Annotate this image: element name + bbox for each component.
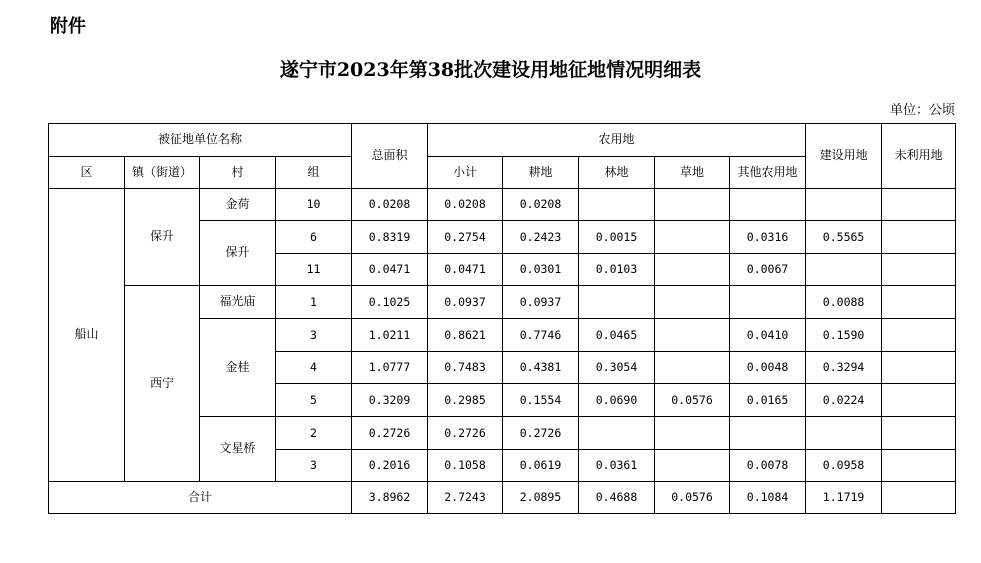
unused-cell (882, 482, 956, 514)
grass-cell (655, 450, 730, 482)
total-label: 合计 (49, 482, 352, 514)
cultivated-cell: 0.4381 (503, 352, 579, 384)
other-agri-cell: 0.0410 (730, 319, 806, 352)
forest-cell: 0.4688 (579, 482, 655, 514)
construction-cell: 0.1590 (806, 319, 882, 352)
other-agri-cell: 0.0048 (730, 352, 806, 384)
unused-cell (882, 189, 956, 221)
construction-cell: 0.0958 (806, 450, 882, 482)
village-cell: 金荷 (200, 189, 276, 221)
cultivated-cell: 2.0895 (503, 482, 579, 514)
grass-cell (655, 189, 730, 221)
grass-cell: 0.0576 (655, 384, 730, 417)
other-agri-cell: 0.0165 (730, 384, 806, 417)
group-cell: 3 (276, 319, 352, 352)
header-agri-land: 农用地 (428, 124, 806, 157)
town-cell: 西宁 (125, 286, 200, 482)
total-cell: 3.8962 (352, 482, 428, 514)
unit-label: 单位：公顷 (889, 103, 955, 118)
cultivated-cell: 0.0619 (503, 450, 579, 482)
header-unit-name: 被征地单位名称 (49, 124, 352, 157)
village-cell: 文星桥 (200, 417, 276, 482)
subtotal-cell: 0.2726 (428, 417, 503, 450)
forest-cell: 0.0465 (579, 319, 655, 352)
cultivated-cell: 0.2423 (503, 221, 579, 254)
cultivated-cell: 0.2726 (503, 417, 579, 450)
total-cell: 0.3209 (352, 384, 428, 417)
table-row (49, 189, 956, 221)
other-agri-cell: 0.1084 (730, 482, 806, 514)
header-total-area: 总面积 (352, 124, 428, 189)
total-cell: 0.1025 (352, 286, 428, 319)
construction-cell: 1.1719 (806, 482, 882, 514)
total-cell: 0.2016 (352, 450, 428, 482)
subtotal-cell: 0.2985 (428, 384, 503, 417)
construction-cell: 0.0224 (806, 384, 882, 417)
grass-cell (655, 352, 730, 384)
unused-cell (882, 254, 956, 286)
forest-cell: 0.0015 (579, 221, 655, 254)
header-town: 镇（街道） (125, 157, 200, 189)
subtotal-cell: 0.7483 (428, 352, 503, 384)
construction-cell: 0.3294 (806, 352, 882, 384)
unused-cell (882, 221, 956, 254)
total-cell: 0.8319 (352, 221, 428, 254)
subtotal-cell: 0.0471 (428, 254, 503, 286)
header-unused: 未利用地 (882, 124, 956, 189)
grass-cell (655, 221, 730, 254)
village-cell: 金桂 (200, 319, 276, 417)
forest-cell (579, 286, 655, 319)
subtotal-cell: 2.7243 (428, 482, 503, 514)
village-cell: 福光庙 (200, 286, 276, 319)
construction-cell: 0.0088 (806, 286, 882, 319)
district-cell: 船山 (49, 189, 125, 482)
forest-cell: 0.0361 (579, 450, 655, 482)
total-cell: 0.2726 (352, 417, 428, 450)
other-agri-cell: 0.0067 (730, 254, 806, 286)
other-agri-cell (730, 189, 806, 221)
unused-cell (882, 417, 956, 450)
cultivated-cell: 0.0937 (503, 286, 579, 319)
forest-cell: 0.0690 (579, 384, 655, 417)
grass-cell (655, 417, 730, 450)
total-cell: 0.0471 (352, 254, 428, 286)
subtotal-cell: 0.1058 (428, 450, 503, 482)
unused-cell (882, 319, 956, 352)
header-group: 组 (276, 157, 352, 189)
group-cell: 4 (276, 352, 352, 384)
header-cultivated: 耕地 (503, 157, 579, 189)
other-agri-cell: 0.0316 (730, 221, 806, 254)
other-agri-cell: 0.0078 (730, 450, 806, 482)
header-subtotal: 小计 (428, 157, 503, 189)
construction-cell (806, 417, 882, 450)
grass-cell (655, 319, 730, 352)
land-acquisition-table (48, 123, 956, 514)
subtotal-cell: 0.8621 (428, 319, 503, 352)
unused-cell (882, 352, 956, 384)
cultivated-cell: 0.0208 (503, 189, 579, 221)
total-row (49, 482, 956, 514)
group-cell: 2 (276, 417, 352, 450)
attachment-label: 附件 (50, 16, 86, 37)
grass-cell (655, 254, 730, 286)
header-construction: 建设用地 (806, 124, 882, 189)
other-agri-cell (730, 417, 806, 450)
group-cell: 5 (276, 384, 352, 417)
construction-cell (806, 254, 882, 286)
construction-cell (806, 189, 882, 221)
group-cell: 1 (276, 286, 352, 319)
subtotal-cell: 0.2754 (428, 221, 503, 254)
forest-cell (579, 189, 655, 221)
grass-cell: 0.0576 (655, 482, 730, 514)
forest-cell: 0.0103 (579, 254, 655, 286)
forest-cell: 0.3054 (579, 352, 655, 384)
page-title: 遂宁市2023年第38批次建设用地征地情况明细表 (279, 59, 702, 81)
cultivated-cell: 0.0301 (503, 254, 579, 286)
other-agri-cell (730, 286, 806, 319)
group-cell: 6 (276, 221, 352, 254)
header-forest: 林地 (579, 157, 655, 189)
unused-cell (882, 384, 956, 417)
unused-cell (882, 450, 956, 482)
subtotal-cell: 0.0208 (428, 189, 503, 221)
cultivated-cell: 0.1554 (503, 384, 579, 417)
group-cell: 11 (276, 254, 352, 286)
group-cell: 10 (276, 189, 352, 221)
header-other-agri: 其他农用地 (730, 157, 806, 189)
unused-cell (882, 286, 956, 319)
subtotal-cell: 0.0937 (428, 286, 503, 319)
cultivated-cell: 0.7746 (503, 319, 579, 352)
construction-cell: 0.5565 (806, 221, 882, 254)
table-row (49, 286, 956, 319)
total-cell: 0.0208 (352, 189, 428, 221)
header-village: 村 (200, 157, 276, 189)
town-cell: 保升 (125, 189, 200, 286)
total-cell: 1.0777 (352, 352, 428, 384)
header-district: 区 (49, 157, 125, 189)
village-cell: 保升 (200, 221, 276, 286)
total-cell: 1.0211 (352, 319, 428, 352)
group-cell: 3 (276, 450, 352, 482)
forest-cell (579, 417, 655, 450)
header-grass: 草地 (655, 157, 730, 189)
grass-cell (655, 286, 730, 319)
